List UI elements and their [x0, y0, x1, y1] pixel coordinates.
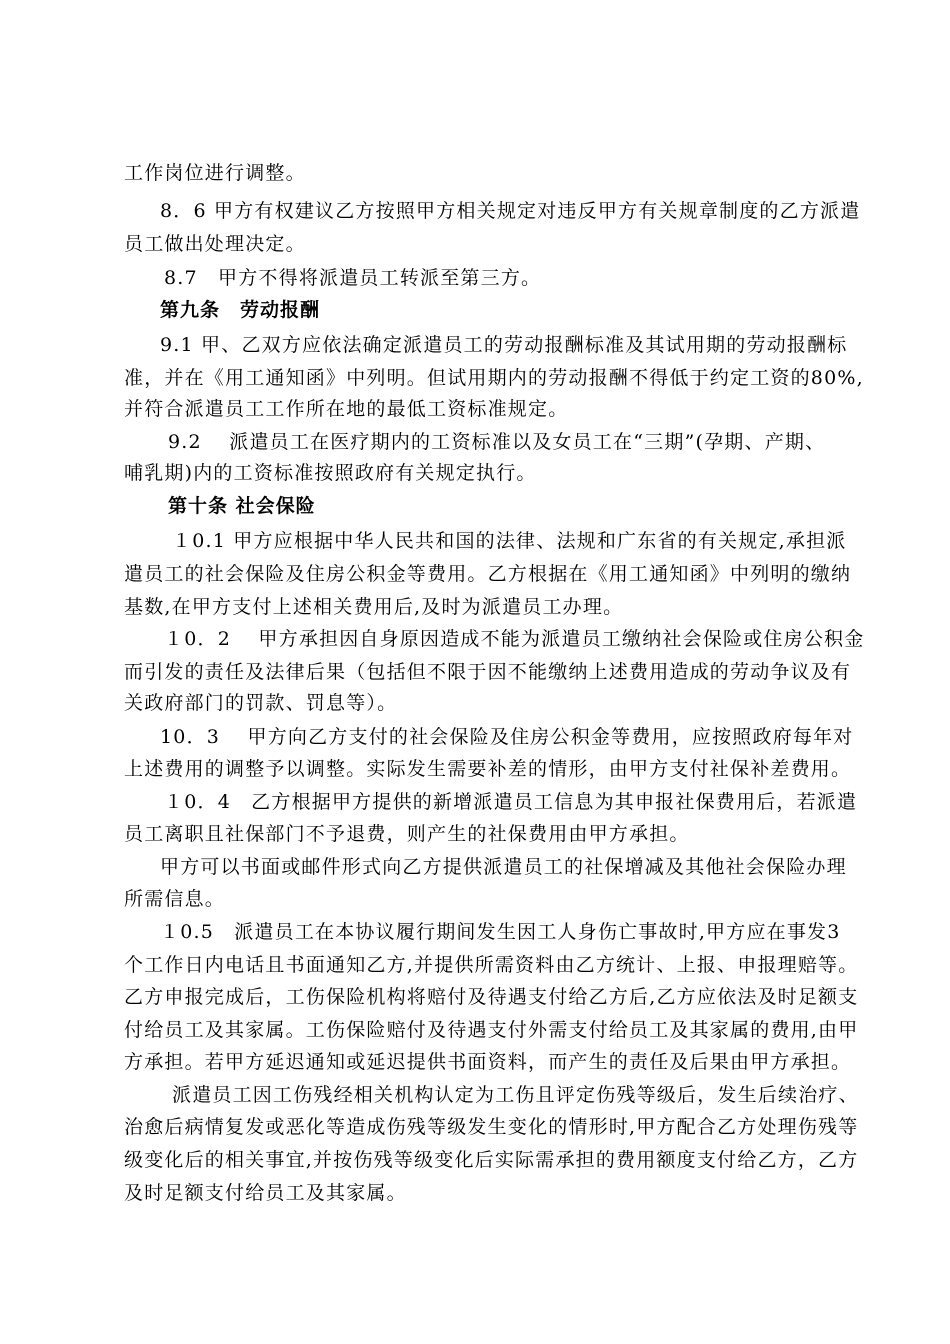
text-line: 8.7 甲方不得将派遣员工转派至第三方。: [164, 267, 542, 289]
text-line: 基数,在甲方支付上述相关费用后,及时为派遣员工办理。: [124, 596, 624, 618]
article-9-heading: 第九条 劳动报酬: [160, 299, 321, 321]
text-line: １0.5 派遣员工在本协议履行期间发生因工人身伤亡事故时,甲方应在事发3: [160, 921, 841, 943]
text-line: 9.1 甲、乙双方应依法确定派遣员工的劳动报酬标准及其试用期的劳动报酬标: [160, 334, 848, 356]
text-line: 哺乳期)内的工资标准按照政府有关规定执行。: [124, 462, 537, 484]
text-line: 员工做出处理决定。: [124, 233, 306, 255]
text-line: 治愈后病情复发或恶化等造成伤残等级发生变化的情形时,甲方配合乙方处理伤残等: [124, 1116, 859, 1138]
text-line: 工作岗位进行调整。: [124, 162, 306, 184]
text-line: １0.1 甲方应根据中华人民共和国的法律、法规和广东省的有关规定,承担派: [172, 530, 847, 552]
text-line: 派遣员工因工伤残经相关机构认定为工伤且评定伤残等级后，发生后续治疗、: [172, 1084, 859, 1106]
text-line: 上述费用的调整予以调整。实际发生需要补差的情形，由甲方支付社保补差费用。: [124, 758, 852, 780]
text-line: 所需信息。: [124, 888, 226, 910]
text-line: １0．2 甲方承担因自身原因造成不能为派遣员工缴纳社会保险或住房公积金: [164, 628, 865, 650]
text-line: 9.2 派遣员工在医疗期内的工资标准以及女员工在“三期”(孕期、产期、: [168, 431, 826, 453]
text-line: 准，并在《用工通知函》中列明。但试用期内的劳动报酬不得低于约定工资的80%,: [124, 367, 864, 389]
text-line: 甲方可以书面或邮件形式向乙方提供派遣员工的社保增减及其他社会保险办理: [160, 856, 847, 878]
text-line: １0．4 乙方根据甲方提供的新增派遣员工信息为其申报社保费用后，若派遣: [164, 791, 858, 813]
text-line: 遣员工的社会保险及住房公积金等费用。乙方根据在《用工通知函》中列明的缴纳: [124, 563, 852, 585]
text-line: 而引发的责任及法律后果（包括但不限于因不能缴纳上述费用造成的劳动争议及有: [124, 661, 852, 683]
text-line: 乙方申报完成后，工伤保险机构将赔付及待遇支付给乙方后,乙方应依法及时足额支: [124, 986, 859, 1008]
text-line: 并符合派遣员工工作所在地的最低工资标准规定。: [124, 398, 569, 420]
text-line: 关政府部门的罚款、罚息等）。: [124, 692, 398, 714]
article-10-heading: 第十条 社会保险: [168, 495, 316, 517]
text-line: 付给员工及其家属。工伤保险赔付及待遇支付外需支付给员工及其家属的费用,由甲: [124, 1019, 859, 1041]
text-line: 8．6 甲方有权建议乙方按照甲方相关规定对违反甲方有关规章制度的乙方派遣: [160, 200, 861, 222]
text-line: 员工离职且社保部门不予退费，则产生的社保费用由甲方承担。: [124, 823, 690, 845]
text-line: 10．3 甲方向乙方支付的社会保险及住房公积金等费用，应按照政府每年对: [160, 726, 854, 748]
text-line: 级变化后的相关事宜,并按伤残等级变化后实际需承担的费用额度支付给乙方，乙方: [124, 1149, 859, 1171]
text-line: 方承担。若甲方延迟通知或延迟提供书面资料，而产生的责任及后果由甲方承担。: [124, 1051, 852, 1073]
text-line: 及时足额支付给员工及其家属。: [124, 1182, 407, 1204]
text-line: 个工作日内电话且书面通知乙方,并提供所需资料由乙方统计、上报、申报理赔等。: [124, 954, 859, 976]
